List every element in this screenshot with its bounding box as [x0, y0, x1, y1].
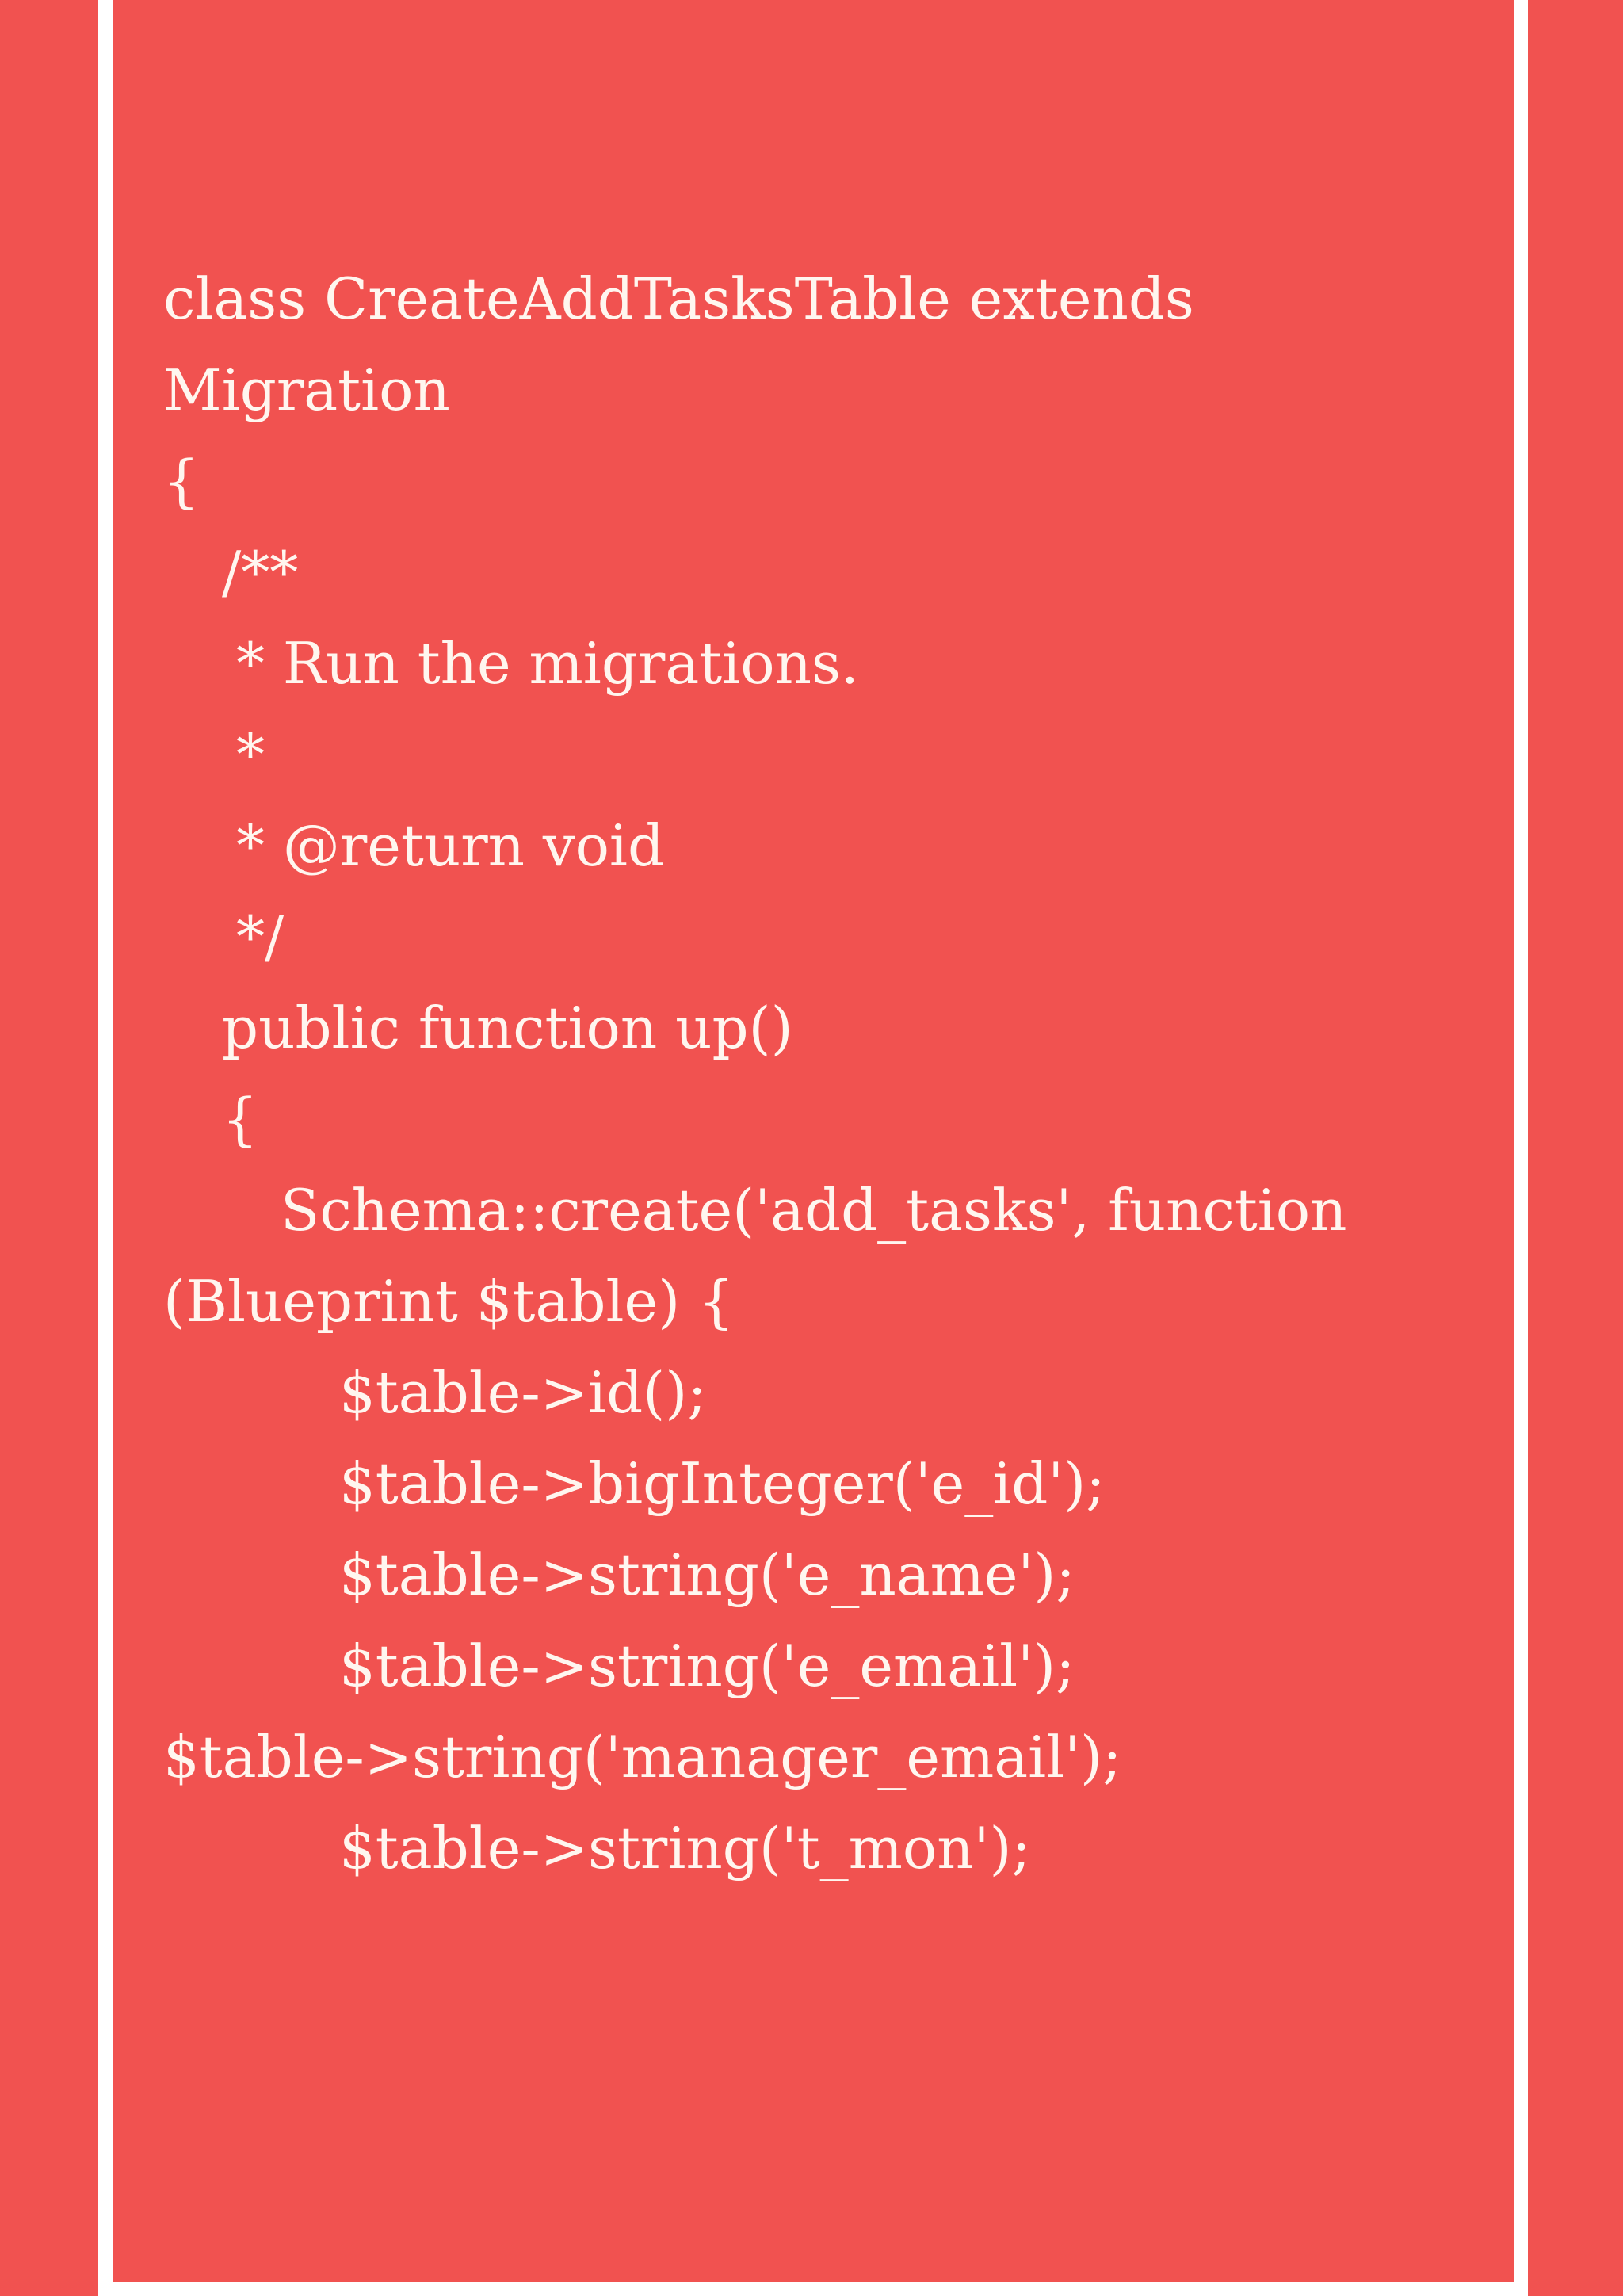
code-line: $table->string('manager_email');: [163, 1724, 1122, 1790]
code-line: $table->string('t_mon');: [339, 1815, 1031, 1881]
code-line: $table->string('e_email');: [339, 1633, 1075, 1699]
code-line: $table->bigInteger('e_id');: [339, 1450, 1106, 1517]
code-line: *: [236, 721, 265, 788]
code-line: /**: [222, 539, 299, 606]
code-line: $table->string('e_name');: [339, 1541, 1075, 1608]
frame-border-bottom: [98, 2282, 1528, 2296]
code-line: Migration: [163, 357, 450, 423]
code-line: public function up(): [222, 995, 793, 1061]
code-block: [163, 254, 1479, 1894]
frame-border-right: [1514, 0, 1528, 2296]
code-line: * @return void: [236, 812, 665, 879]
code-line: class CreateAddTasksTable extends: [163, 266, 1194, 332]
code-line: Schema::create('add_tasks', function: [281, 1177, 1347, 1244]
code-line: {: [163, 448, 200, 514]
code-line: * Run the migrations.: [236, 630, 859, 697]
code-line: */: [236, 904, 285, 970]
code-line: $table->id();: [339, 1359, 707, 1426]
frame-border-left: [98, 0, 113, 2296]
code-line: (Blueprint $table) {: [163, 1268, 735, 1335]
code-line: {: [222, 1086, 258, 1152]
